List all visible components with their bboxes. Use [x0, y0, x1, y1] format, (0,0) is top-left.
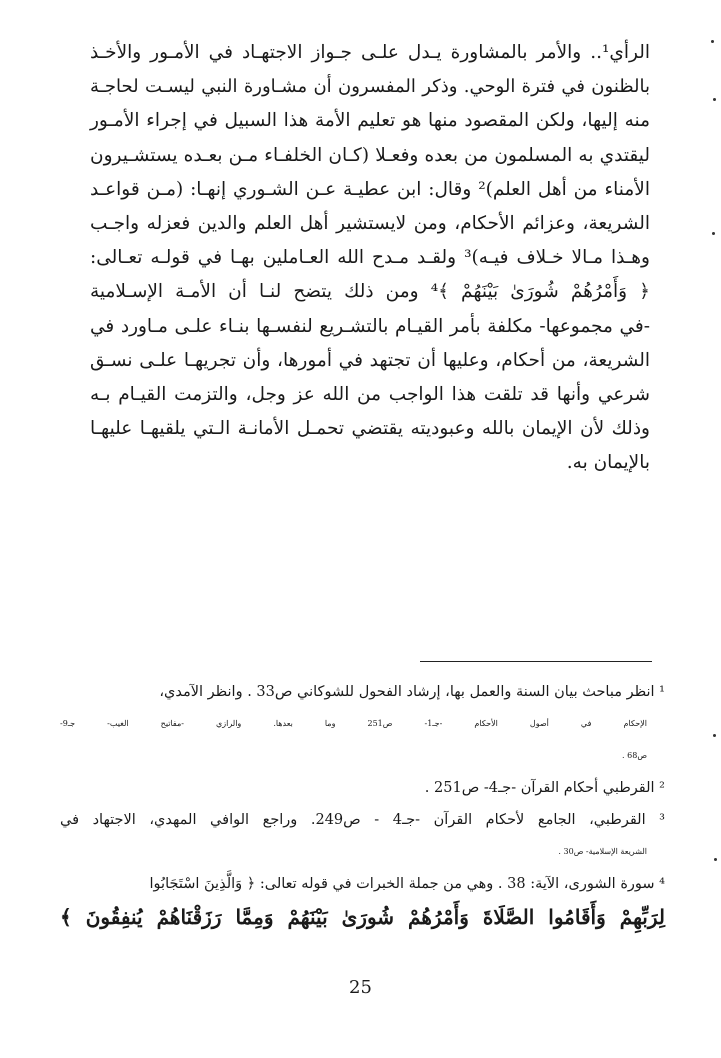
margin-mark	[711, 40, 714, 43]
footnote-line: الشريعة الإسلامية- ص30 .	[558, 847, 647, 856]
footnotes	[60, 676, 665, 934]
text-line: ﴿ وَأَمْرُهُمْ شُورَىٰ بَيْنَهُمْ ﴾⁴ ومن ذلك يتضح لنـا أن الأمـة الإسـلامية	[90, 281, 650, 303]
margin-mark	[713, 98, 716, 101]
footnote-line: ² القرطبي أحكام القرآن -جـ4- ص251 .	[424, 780, 665, 796]
text-line: ليقتدي به المسلمون من بعده وفعـلا (كـان الخلفـاء مـن بعـده يستشـيرون	[90, 144, 650, 166]
text-line: بالظنون في فترة الوحي. وذكر المفسرون أن مشـاورة النبي ليسـت لحاجـة	[90, 76, 650, 98]
text-line: منه إليها، ولكن المقصود منها هو تعليم الأمة هذا السبيل في إجراء الأمـور	[90, 110, 650, 132]
footnote-divider	[420, 661, 652, 662]
footnote-line: الإحكام في أصول الأحكام -جـ1- ص251 وما بعدها. والرازي -مفاتيح الغيب- جـ9-	[60, 719, 648, 728]
main-text	[90, 36, 650, 480]
footnote-line: ¹ انظر مباحث بيان السنة والعمل بها، إرشاد الفحول للشوكاني ص33 . وانظر الآمدي،	[159, 684, 665, 700]
margin-mark	[713, 734, 716, 737]
footnote-1	[60, 676, 665, 772]
text-line: وذلك لأن الإيمان بالله وعبوديته يقتضي تحمـل الأمانـة الـتي يلقيهـا عليهـا	[90, 418, 650, 440]
text-line: بالإيمان به.	[566, 452, 650, 474]
text-line: الشريعة، من أحكام، وعليها أن تجتهد في أمورها، وأن تجريهـا علـى نسـق	[90, 349, 650, 371]
text-line: -في مجموعها- مكلفة بأمر القيـام بالتشـريع لنفسـها بنـاء علـى مـاورد في	[90, 315, 650, 337]
footnote-4	[60, 868, 665, 934]
text-line: الرأي¹.. والأمر بالمشاورة يـدل علـى جـواز الاجتهـاد في الأمـور والأخـذ	[90, 42, 650, 63]
text-line: شرعي وأنها قد تلقت هذا الواجب من الله عز وجل، والتزمت القيـام بـه	[90, 383, 650, 405]
quran-verse-line: لِرَبِّهِمْ وَأَقَامُوا الصَّلَاةَ وَأَمْرُهُمْ شُورَىٰ بَيْنَهُمْ وَمِمَّا رَزَقْنَاهُمْ يُنفِقُونَ ﴾	[60, 905, 665, 929]
footnote-line: ³ القرطبي، الجامع لأحكام القرآن -جـ4 - ص249. وراجع الوافي المهدي، الاجتهاد في	[60, 812, 665, 828]
footnote-line: ص68 .	[622, 751, 647, 760]
footnote-2	[60, 772, 665, 804]
footnote-line: ⁴ سورة الشورى، الآية: 38 . وهي من جملة الخبرات في قوله تعالى: ﴿ وَالَّذِينَ اسْتَجَابُوا	[149, 876, 665, 892]
text-line: الأمناء من أهل العلم)² وقال: ابن عطيـة عـن الشـوري إنهـا: (مـن قواعـد	[90, 178, 650, 200]
page-number: 25	[349, 977, 372, 998]
text-line: الشريعة، وعزائم الأحكام، ومن لايستشير أهل العلم والدين فعزله واجـب	[90, 212, 650, 234]
text-line: وهـذا مـالا خـلاف فيـه)³ ولقـد مـدح الله العـاملين بهـا في قولـه تعـالى:	[90, 247, 650, 269]
margin-mark	[712, 232, 715, 235]
margin-mark	[714, 858, 717, 861]
footnote-3	[60, 804, 665, 868]
